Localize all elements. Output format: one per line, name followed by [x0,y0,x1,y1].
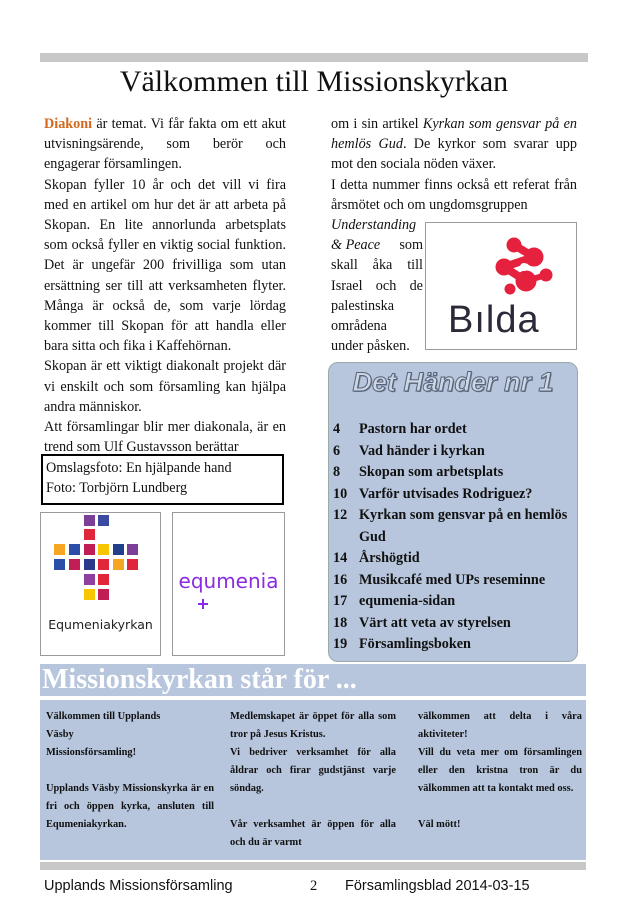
contents-item-title: Årshögtid [359,550,420,566]
mission-c2-p1: Medlemskapet är öppet för alla som tror på Jesus Kristus. [230,711,396,740]
bilda-wordmark: Bılda [448,299,540,341]
contents-title: Det Händer nr 1 [352,367,554,397]
mission-band-header [40,664,586,696]
contents-page-number: 6 [333,442,341,459]
bottom-divider-bar [40,862,586,870]
word: som [399,237,423,254]
wrap-line-4: palestinska [331,297,395,314]
bilda-logo [425,222,577,350]
wrapped-text [331,215,423,356]
contents-list [333,419,577,656]
mission-c1-p1: Välkommen till Upplands Väsby Missionsförsamling! [46,711,161,758]
contents-item [333,548,577,570]
mission-c3-p1: välkommen att delta i våra aktiviteter! [418,711,582,740]
contents-item-title: Värt att veta av styrelsen [359,614,511,631]
wrap-line-2 [331,255,423,275]
cross-mosaic-icon [41,513,162,613]
mission-c1-p2: Upplands Väsby Missionskyrka är en fri och öppen kyrka, ansluten till Equmeniakyrkan. [46,783,214,830]
intro-column-left [44,114,286,457]
contents-page-number: 18 [333,614,348,631]
wrap-line-1 [331,235,423,255]
contents-page-number: 17 [333,593,348,609]
footer-organization: Upplands Missionsförsamling [44,878,233,894]
contents-item [333,484,577,506]
mission-c2-p3: Vår verksamhet är öppen för alla och du är varmt [230,819,396,848]
lead-word: Diakoni [44,116,93,132]
spacer [230,798,396,816]
contents-page-number: 8 [333,464,341,480]
footer-issue: Församlingsblad 2014-03-15 [345,878,530,894]
caption-line-1: Omslagsfoto: En hjälpande hand [46,460,232,476]
equmenia-wordmark: equmenia [178,569,279,593]
mission-c3-p2: Vill du veta mer om församlingen eller den kristna tron är du välkommen att ta kontakt med oss. [418,747,582,794]
intro-paragraph-2: Skopan fyller 10 år och det vill vi fira med en artikel om hur det är att arbeta på Skopan. En lite annorlunda arbetsplats som också fyller en viktig social funktion. Det är ungefär 200 frivilliga som utan ersättning ser till att verksamheten flyter. Många är också de, som varje lördag kommer till Skopan för att handla eller bara sitta och fika i Kaffehörnan. [44,176,286,355]
contents-item [333,570,577,592]
group-name: Understanding [331,217,417,234]
mission-column-3 [418,708,582,834]
spacer [46,762,214,780]
mission-band-body [40,700,586,860]
contents-item-title: Kyrkan som gensvar på en hemlös Gud [359,507,568,545]
contents-item-title: Vad händer i kyrkan [359,442,485,459]
contents-item [333,441,577,463]
spacer [418,798,582,816]
contents-item-title: Varför utvisades Rodriguez? [359,485,533,502]
equmeniakyrkan-wordmark: Equmeniakyrkan [48,617,153,632]
equmeniakyrkan-logo [40,512,161,656]
mission-c3-p3: Väl mött! [418,819,461,830]
text-fragment: om i sin artikel [331,116,423,132]
word: de [409,277,423,294]
intro-paragraph-4: Att församlingar blir mer diakonala, är en trend som Ulf Gustavsson berättar [44,419,286,456]
contents-item [333,505,577,548]
contents-item [333,634,577,656]
contents-page-number: 4 [333,421,341,437]
intro-paragraph-5 [331,114,577,175]
text-fragment: . De kyrkor som svarar upp mot den sociala nöden växer. [331,136,577,173]
contents-page-number: 12 [333,507,348,523]
equmenia-logo [172,512,285,656]
contents-item [333,613,577,635]
group-name: & Peace [331,237,381,254]
contents-page-number: 10 [333,485,348,502]
group-name-line-1 [331,215,423,235]
equmenia-cross-icon [173,513,284,657]
intro-paragraph-6: I detta nummer finns också ett referat från årsmötet och om ungdomsgruppen [331,176,577,213]
contents-item-title: Musikcafé med UPs reseminne [359,571,546,588]
contents-item [333,591,577,613]
contents-page-number: 19 [333,636,348,652]
mission-heading: Missionskyrkan står för ... [42,664,357,695]
contents-item-title: Skopan som arbetsplats [359,464,504,480]
word: Israel [331,277,363,294]
mission-c2-p2: Vi bedriver verksamhet för alla åldrar och firar gudstjänst varje söndag. [230,747,396,794]
caption-line-2: Foto: Torbjörn Lundberg [46,480,188,496]
contents-page-number: 16 [333,571,348,588]
intro-paragraph-1 [44,114,286,175]
intro-p1-text: är temat. Vi får fakta om ett akut utvisningsärende, som berör och engagerar församlingen. [44,116,286,173]
wrap-line-3 [331,276,423,296]
page-title: Välkommen till Missionskyrkan [119,65,509,98]
contents-box [328,362,578,662]
footer-page-number: 2 [310,878,318,894]
mission-column-1 [46,708,214,834]
wrap-line-6: under påsken. [331,338,410,355]
contents-item [333,419,577,441]
contents-item-title: Pastorn har ordet [359,421,467,437]
contents-page-number: 14 [333,550,348,566]
contents-item [333,462,577,484]
word: skall [331,257,358,274]
word: och [375,277,397,294]
contents-item-title: equmenia-sidan [359,593,456,609]
cover-photo-caption [41,454,284,505]
article-title: Kyrkan som gensvar på en hemlös Gud [331,116,577,153]
intro-paragraph-3: Skopan är ett viktigt diakonalt projekt där vi enskilt och som församling kan hjälpa andra människor. [44,358,286,415]
word: till [407,257,423,274]
wrap-line-5: områdena [331,318,387,335]
word: åka [372,257,393,274]
contents-item-title: Församlingsboken [359,636,471,652]
mission-column-2 [230,708,396,852]
